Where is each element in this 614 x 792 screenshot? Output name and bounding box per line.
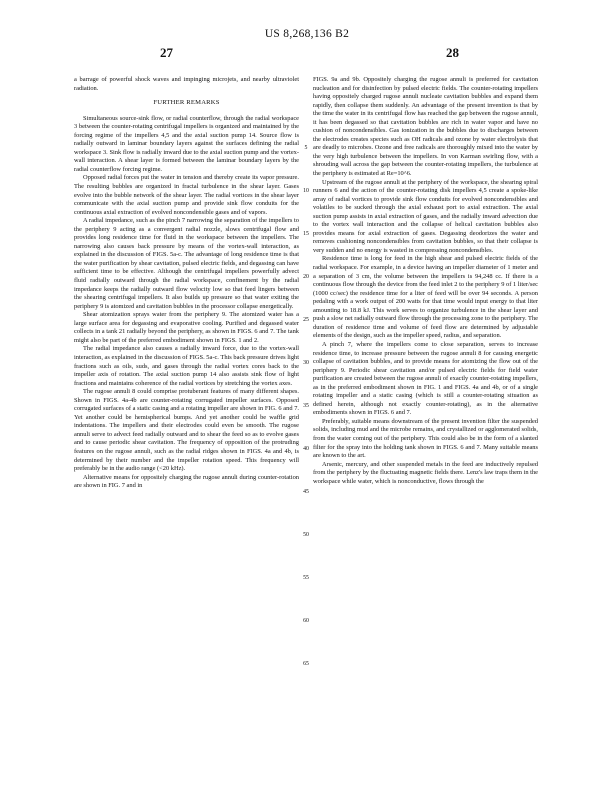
patent-number: US 8,268,136 B2 (264, 28, 350, 40)
line-number: 10 (303, 188, 309, 194)
line-number: 30 (303, 360, 309, 366)
left-column (74, 76, 299, 776)
line-number: 55 (303, 575, 309, 581)
line-number: 60 (303, 618, 309, 624)
right-paragraph-0: FIGS. 9a and 9b. Oppositely charging the rugose annuli is preferred for cavitation nucleation and for disinfection by pulsed electric fields. The counter-rotating impellers having oppositely charged rugose annuli nucleate cavitation bubbles and expand them rapidly, then collapse them suddenly. An advantage of the present invention is that by the time the water in its centrifugal flow has reached the gap between the rugose annuli, it has been degassed so that cavitation bubbles are rich in water vapor and have no cushion of noncondensibles. Gas ionization in the bubbles due to discharges between the electrodes creates species such as OH radicals and ozone by water electrolysis that are deadly to microbes. Ozone and free radicals are thoroughly mixed into the water by the very high turbulence between the impellers. In von Karman swirling flow, with a shrouding wall across the gap between the counter-rotating impellers, the turbulence at the periphery is estimated at Re=10^6. (313, 76, 538, 178)
line-number: 5 (304, 145, 308, 151)
line-number: 40 (303, 446, 309, 452)
right-paragraph-1: Upstream of the rugose annuli at the periphery of the workspace, the shearing spiral runners 6 and the action of the counter-rotating disk impellers 4,5 create a spoke-like array of radial vortices to provide sink flow conduits for evolved noncondensibles and volatiles to be sucked through the axial exhaust port to axial extraction. The axial suction pump assists in axial extraction of gases, and the radially inward advection due to the vortex wall interaction and the collapse of helical cavitation bubbles also provides means for axial extraction of gases. Degassing deodorizes the water and removes cushioning noncondensibles from cavitation bubbles, so that their collapse is very sudden and no energy is wasted in compressing noncondensibles. (313, 178, 538, 254)
line-number-gutter (300, 76, 313, 776)
left-paragraph-6: The rugose annuli 8 could comprise protuberant features of many different shapes. Shown in FIGS. 4a-4b are counter-rotating corrugated impeller surfaces. Opposed corrugated surfaces of a static casing and a rotating impeller are shown in FIG. 6 and 7. Yet another could be hemispherical bumps. And yet another could be waffle grid indentations. The impellers and their electrodes could even be smooth. The rugose annuli serve to advect feed radially outward and to shear the feed so as to evolve gases and to cause periodic shear cavitation. The frequency of opposition of the protruding features on the rugose annuli, such as the radial ridges shown in FIGS. 4a and 4b, is determined by their number and the impeller rotation speed. This frequency will preferably be in the audio range (<20 kHz). (74, 388, 299, 473)
right-paragraph-4: Preferably, suitable means downstream of the present invention filter the suspended solids, including mud and the microbe remains, and crystallized or agglomerated solids, from the water coming out of the periphery. This could also be in the form of a slanted filter for the spray into the holding tank shown in FIGS. 6 and 7. Many suitable means are known to the art. (313, 417, 538, 460)
left-paragraph-3: A radial impedance, such as the pinch 7 narrowing the separation of the impellers to the periphery 9 acting as a convergent radial nozzle, slows centrifugal flow and provides long residence time for fluid in the workspace between the impellers. The narrowing also causes back pressure by means of the vortex-wall interaction, as explained in the discussion of FIGS. 5a-c. The advantage of long residence time is that the water purification by shear cavitation, pulsed electric fields, and degassing can have sufficient time to be effective. Although the centrifugal impellers powerfully advect fluid radially outward through the radial workspace, confinement by the radial impedance keeps the radially outward flow velocity low so that feed lingers between the shearing centrifugal impellers. It also builds up pressure so that water exiting the periphery 9 is atomized and cavitation bubbles in the processor collapse energetically. (74, 217, 299, 310)
right-column (313, 76, 538, 776)
left-paragraph-4: Shear atomization sprays water from the periphery 9. The atomized water has a large surface area for degassing and evaporative cooling. Purified and degassed water collects in a tank 21 radially beyond the periphery, as shown in FIGS. 6 and 7. The tank might also be part of the preferred embodiment shown in FIGS. 1 and 2. (74, 311, 299, 344)
line-number: 15 (303, 231, 309, 237)
page-number-left: 27 (160, 45, 173, 60)
right-paragraph-3: A pinch 7, where the impellers come to close separation, serves to increase residence time, to increase pressure between the rugose annuli 8 for causing energetic collapse of cavitation bubbles, and to provide means for atomizing the flow out of the periphery 9. Periodic shear cavitation and/or pulsed electric fields for field water purification are created between the rugose annuli of exactly counter-rotating impellers, as in the preferred embodiment shown in FIG. 1 and FIGS. 4a and 4b, or of a single rotating impeller and a static casing (which is still a counter-rotating situation as defined herein, although not exactly counter-rotating), as in the alternative embodiments shown in FIGS. 6 and 7. (313, 340, 538, 417)
line-number: 35 (303, 403, 309, 409)
left-paragraph-0: a barrage of powerful shock waves and impinging microjets, and nearby ultraviolet radiation. (74, 76, 299, 92)
right-paragraph-5: Arsenic, mercury, and other suspended metals in the feed are inductively repulsed from the periphery by the fluctuating magnetic fields there. Lenz's law traps them in the workspace while water, which is nonconductive, flows through the (313, 460, 538, 485)
left-paragraph-5: The radial impedance also causes a radially inward force, due to the vortex-wall interaction, as explained in the discussion of FIGS. 5a-c. This back pressure drives light fractions such as oils, suds, and gases through the radial vortex cores back to the impeller axis of rotation. The axial suction pump 14 also assists sink flow of light fractions and maintains coherence of the radial vortices by stretching the vortex axes. (74, 345, 299, 387)
left-paragraph-2: Opposed radial forces put the water in tension and thereby create its vapor pressure. The resulting bubbles are organized in fractal turbulence in the shear layer. Gases evolve into the bubble network of the shear layer. The radial vortices in the shear layer communicate with the axial suction pump and provide sink flow conduits for the continuous axial extraction of evolved noncondensible gases and of vapors. (74, 174, 299, 216)
right-paragraph-2: Residence time is long for feed in the high shear and pulsed electric fields of the radial workspace. For example, in a device having an impeller diameter of 1 meter and a separation of 3 cm, the volume between the impellers is 94,248 cc. If there is a continuous flow through the device from the feed inlet 2 to the periphery 9 of 1 liter/sec (1000 cc/sec) the residence time for a liter of feed will be over 94 seconds. A person pedaling with a work output of 200 watts for that time would input energy to that liter amounting to 18.8 kJ. This work serves to organize turbulence in the shear layer and push a slow net radially outward flow through the processing zone to the periphery. The duration of residence time and volume of feed flow are determined by adjustable elements of the design, such as the impeller speed, radius, and separation. (313, 255, 538, 340)
line-number: 20 (303, 274, 309, 280)
page-number-right: 28 (446, 45, 459, 60)
line-number: 65 (303, 661, 309, 667)
line-number: 25 (303, 317, 309, 323)
left-paragraph-1: Simultaneous source-sink flow, or radial counterflow, through the radial workspace 3 between the counter-rotating centrifugal impellers is organized and maintained by the forcing regime of the impellers 4,5 and the axial suction pump 14. Source flow is radially outward in laminar boundary layers against the surfaces defining the radial workspace 3. Sink flow is radially inward due to the axial suction pump and the vortex-wall interaction. A shear layer is formed between the laminar boundary layers by the radial counterflow forcing regime. (74, 114, 299, 173)
left-paragraph-7: Alternative means for oppositely charging the rugose annuli during counter-rotation are shown in FIG. 7 and in (74, 473, 299, 490)
line-number: 50 (303, 532, 309, 538)
line-number: 45 (303, 489, 309, 495)
section-heading: FURTHER REMARKS (153, 99, 220, 107)
